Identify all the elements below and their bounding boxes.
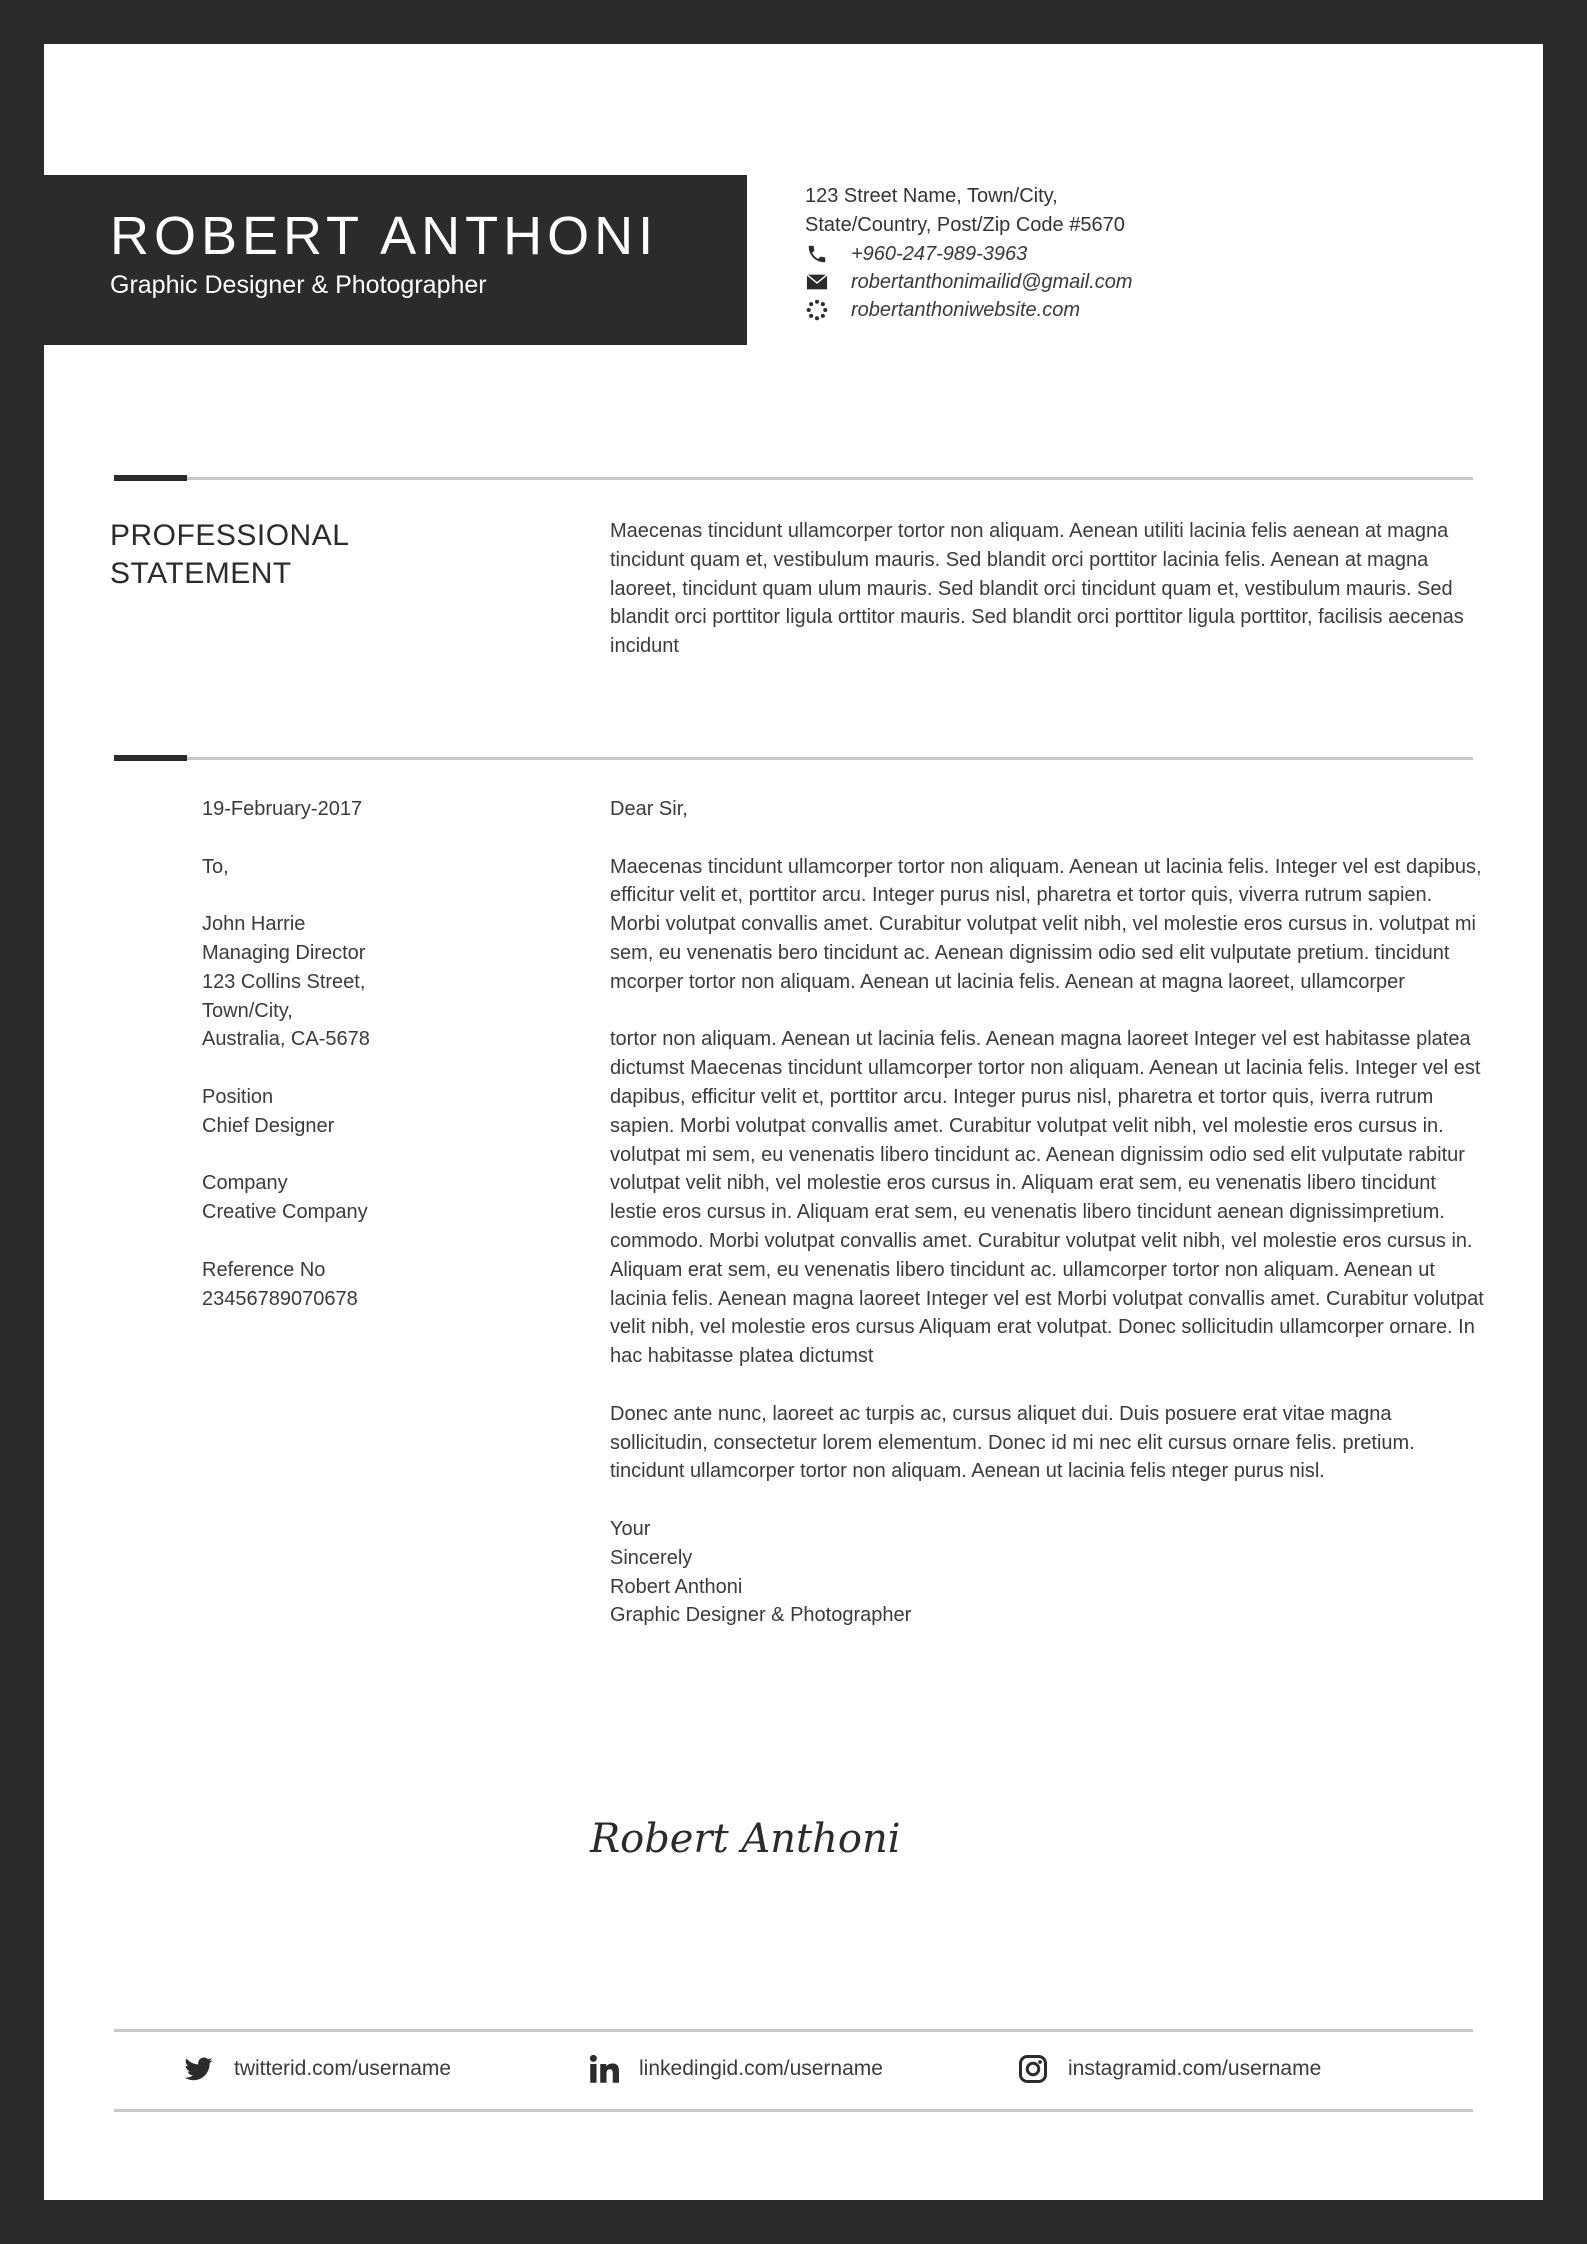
footer-divider-top — [114, 2029, 1473, 2032]
instagram-icon — [1018, 2054, 1048, 2084]
address-line-1: 123 Street Name, Town/City, — [805, 185, 1058, 207]
statement-text: Maecenas tincidunt ullamcorper tortor non aliquam. Aenean utiliti lacinia felis aenean at magna tincidunt quam et, vestibulum mauris. Sed blandit orci porttitor lacinia felis. Aenean at magna laoreet, tincidunt quam ulum mauris. Sed blandit orci tincidunt quam et, vestibulum mauris. Sed blandit orci porttitor ligula orttitor mauris. Sed blandit orci porttitor ligula porttitor, facilisis aecenas incidunt — [610, 520, 1464, 658]
footer-divider-bottom — [114, 2109, 1473, 2112]
letter-closing-title: Graphic Designer & Photographer — [610, 1604, 912, 1627]
contact-address — [805, 182, 1133, 240]
globe-icon — [805, 299, 829, 321]
reference-value: 23456789070678 — [202, 1287, 358, 1310]
signature: Robert Anthoni — [590, 1816, 901, 1862]
contact-email[interactable]: robertanthonimailid@gmail.com — [851, 270, 1133, 293]
statement-heading — [110, 517, 349, 593]
reference-label: Reference No — [202, 1258, 326, 1281]
letter-salutation: Dear Sir, — [610, 798, 688, 820]
company-value: Creative Company — [202, 1201, 368, 1224]
contact-email-row — [805, 268, 1133, 296]
twitter-link[interactable]: twitterid.com/username — [234, 2057, 452, 2080]
position-label: Position — [202, 1085, 274, 1108]
letter-closing-1: Your — [610, 1517, 651, 1540]
recipient-details — [202, 795, 532, 1313]
contact-info — [805, 182, 1133, 324]
contact-phone[interactable]: +960-247-989-3963 — [851, 242, 1028, 265]
letter-closing-name: Robert Anthoni — [610, 1575, 743, 1598]
recipient-address-1: 123 Collins Street, — [202, 970, 366, 993]
divider-accent — [114, 475, 187, 481]
cover-letter-page — [44, 44, 1543, 2200]
letter-date: 19-February-2017 — [202, 798, 363, 820]
linkedin-icon — [589, 2054, 619, 2084]
position-value: Chief Designer — [202, 1114, 335, 1137]
social-instagram[interactable] — [1018, 2054, 1321, 2084]
recipient-title: Managing Director — [202, 941, 366, 964]
divider-accent — [114, 755, 187, 761]
letter-paragraph-3: Donec ante nunc, laoreet ac turpis ac, cursus aliquet dui. Duis posuere erat vitae magna sollicitudin, consectetur lorem elementum. Donec id mi nec elit cursus ornare felis. pretium. tincidunt ullamcorper tortor non aliquam. Aenean ut lacinia felis nteger purus nisl. — [610, 1402, 1415, 1483]
twitter-icon — [184, 2054, 214, 2084]
letter-closing-2: Sincerely — [610, 1546, 693, 1569]
letter-paragraph-1: Maecenas tincidunt ullamcorper tortor non aliquam. Aenean ut lacinia felis. Integer vel est dapibus, efficitur velit et, porttitor arcu. Integer purus nisl, pharetra et tortor quis, viverra rutrum sapien. Morbi volutpat convallis amet. Curabitur volutpat velit nibh, vel molestie eros cursus in. volutpat mi sem, eu venenatis bero tincidunt ac. Aenean dignissim odio sed elit vulputate pretium. tincidunt mcorper tortor non aliquam. Aenean ut lacinia felis. Aenean at magna laoreet, ullamcorper — [610, 855, 1482, 993]
linkedin-link[interactable]: linkedingid.com/username — [639, 2057, 883, 2080]
statement-heading-line-2: STATEMENT — [110, 557, 292, 590]
phone-icon — [805, 243, 829, 265]
company-label: Company — [202, 1172, 288, 1195]
contact-website[interactable]: robertanthoniwebsite.com — [851, 298, 1081, 321]
social-linkedin[interactable] — [589, 2054, 883, 2084]
envelope-icon — [805, 271, 829, 293]
statement-heading-line-1: PROFESSIONAL — [110, 519, 350, 552]
name-banner — [44, 175, 747, 345]
recipient-address-3: Australia, CA-5678 — [202, 1028, 370, 1051]
section-divider-statement — [114, 477, 1473, 480]
recipient-address-2: Town/City, — [202, 999, 293, 1022]
recipient-to: To, — [202, 855, 229, 878]
section-divider-letter — [114, 757, 1473, 760]
address-line-2: State/Country, Post/Zip Code #5670 — [805, 214, 1125, 236]
instagram-link[interactable]: instagramid.com/username — [1068, 2057, 1322, 2080]
contact-phone-row — [805, 240, 1133, 268]
recipient-name: John Harrie — [202, 913, 306, 936]
letter-paragraph-2: tortor non aliquam. Aenean ut lacinia felis. Aenean magna laoreet Integer vel est habitasse platea dictumst Maecenas tincidunt ullamcorper tortor non aliquam. Aenean ut lacinia felis. Integer vel est dapibus, efficitur velit et, porttitor arcu. Integer purus nisl, pharetra et tortor quis, iverra rutrum sapien. Morbi volutpat convallis amet. Curabitur volutpat velit nibh, vel molestie eros cursus in. volutpat mi sem, eu venenatis libero tincidunt ac. Aenean dignissim odio sed elit vulputate rabitur volutpat velit nibh, vel molestie eros cursus in. Aliquam erat sem, eu venenatis libero tincidunt lestie eros cursus in. Aliquam erat sem, eu venenatis libero tincidunt aenean dignissimpretium. commodo. Morbi volutpat convallis amet. Curabitur volutpat velit nibh, vel molestie eros cursus in. Aliquam erat sem, eu venenatis libero tincidunt ac. ullamcorper tortor non aliquam. Aenean ut lacinia felis. Aenean magna laoreet Integer vel est Morbi volutpat convallis amet. Curabitur volutpat velit nibh, vel molestie eros cursus Aliquam erat volutpat. Donec sollicitudin ullamcorper ornare. In hac habitasse platea dictumst — [610, 1028, 1484, 1368]
social-twitter[interactable] — [184, 2054, 451, 2084]
applicant-job-title: Graphic Designer & Photographer — [110, 271, 487, 299]
applicant-name: ROBERT ANTHONI — [110, 206, 659, 266]
letter-body — [610, 795, 1485, 1630]
contact-website-row — [805, 296, 1133, 324]
